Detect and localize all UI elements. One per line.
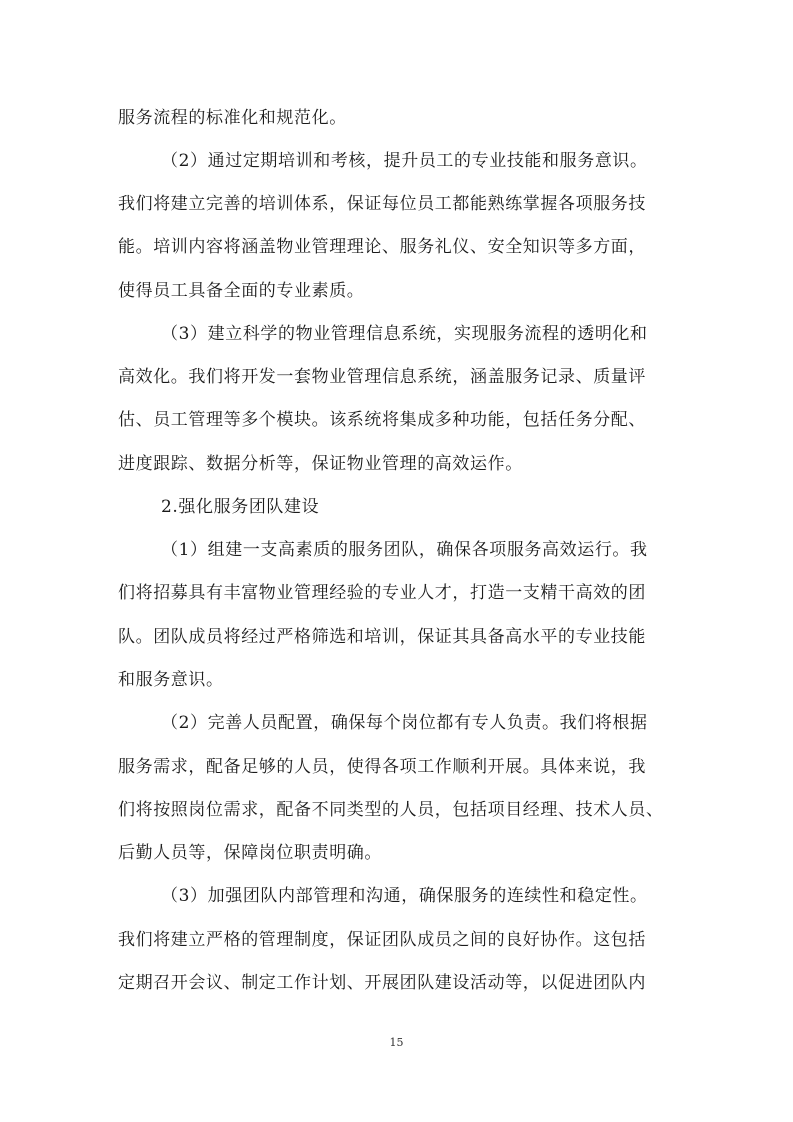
text-line: 后勤人员等，保障岗位职责明确。 <box>118 843 382 863</box>
text-line: 们将按照岗位需求，配备不同类型的人员，包括项目经理、技术人员、 <box>118 800 664 820</box>
text-line: （2）完善人员配置，确保每个岗位都有专人负责。我们将根据 <box>161 713 648 733</box>
text-line: （1）组建一支高素质的服务团队，确保各项服务高效运行。我 <box>161 540 648 560</box>
text-line: 们将招募具有丰富物业管理经验的专业人才，打造一支精干高效的团 <box>118 583 646 603</box>
text-line: 和服务意识。 <box>118 670 224 690</box>
text-line: 估、员工管理等多个模块。该系统将集成多种功能，包括任务分配、 <box>118 410 646 430</box>
page-number: 15 <box>389 1036 404 1049</box>
text-line: 队。团队成员将经过严格筛选和培训，保证其具备高水平的专业技能 <box>118 627 646 647</box>
text-line: （2）通过定期培训和考核，提升员工的专业技能和服务意识。 <box>161 151 648 171</box>
text-line: 进度跟踪、数据分析等，保证物业管理的高效运作。 <box>118 454 523 474</box>
text-line: 服务需求，配备足够的人员，使得各项工作顺利开展。具体来说，我 <box>118 757 646 777</box>
text-line: （3）建立科学的物业管理信息系统，实现服务流程的透明化和 <box>161 324 648 344</box>
text-line: 我们将建立完善的培训体系，保证每位员工都能熟练掌握各项服务技 <box>118 194 646 214</box>
text-line: 定期召开会议、制定工作计划、开展团队建设活动等，以促进团队内 <box>118 973 646 993</box>
text-line: 我们将建立严格的管理制度，保证团队成员之间的良好协作。这包括 <box>118 930 646 950</box>
text-line: （3）加强团队内部管理和沟通，确保服务的连续性和稳定性。 <box>161 886 648 906</box>
section-heading: 2.强化服务团队建设 <box>161 497 320 517</box>
text-line: 使得员工具备全面的专业素质。 <box>118 281 365 301</box>
text-line: 高效化。我们将开发一套物业管理信息系统，涵盖服务记录、质量评 <box>118 367 646 387</box>
text-line: 服务流程的标准化和规范化。 <box>118 108 347 128</box>
text-line: 能。培训内容将涵盖物业管理理论、服务礼仪、安全知识等多方面， <box>118 237 646 257</box>
